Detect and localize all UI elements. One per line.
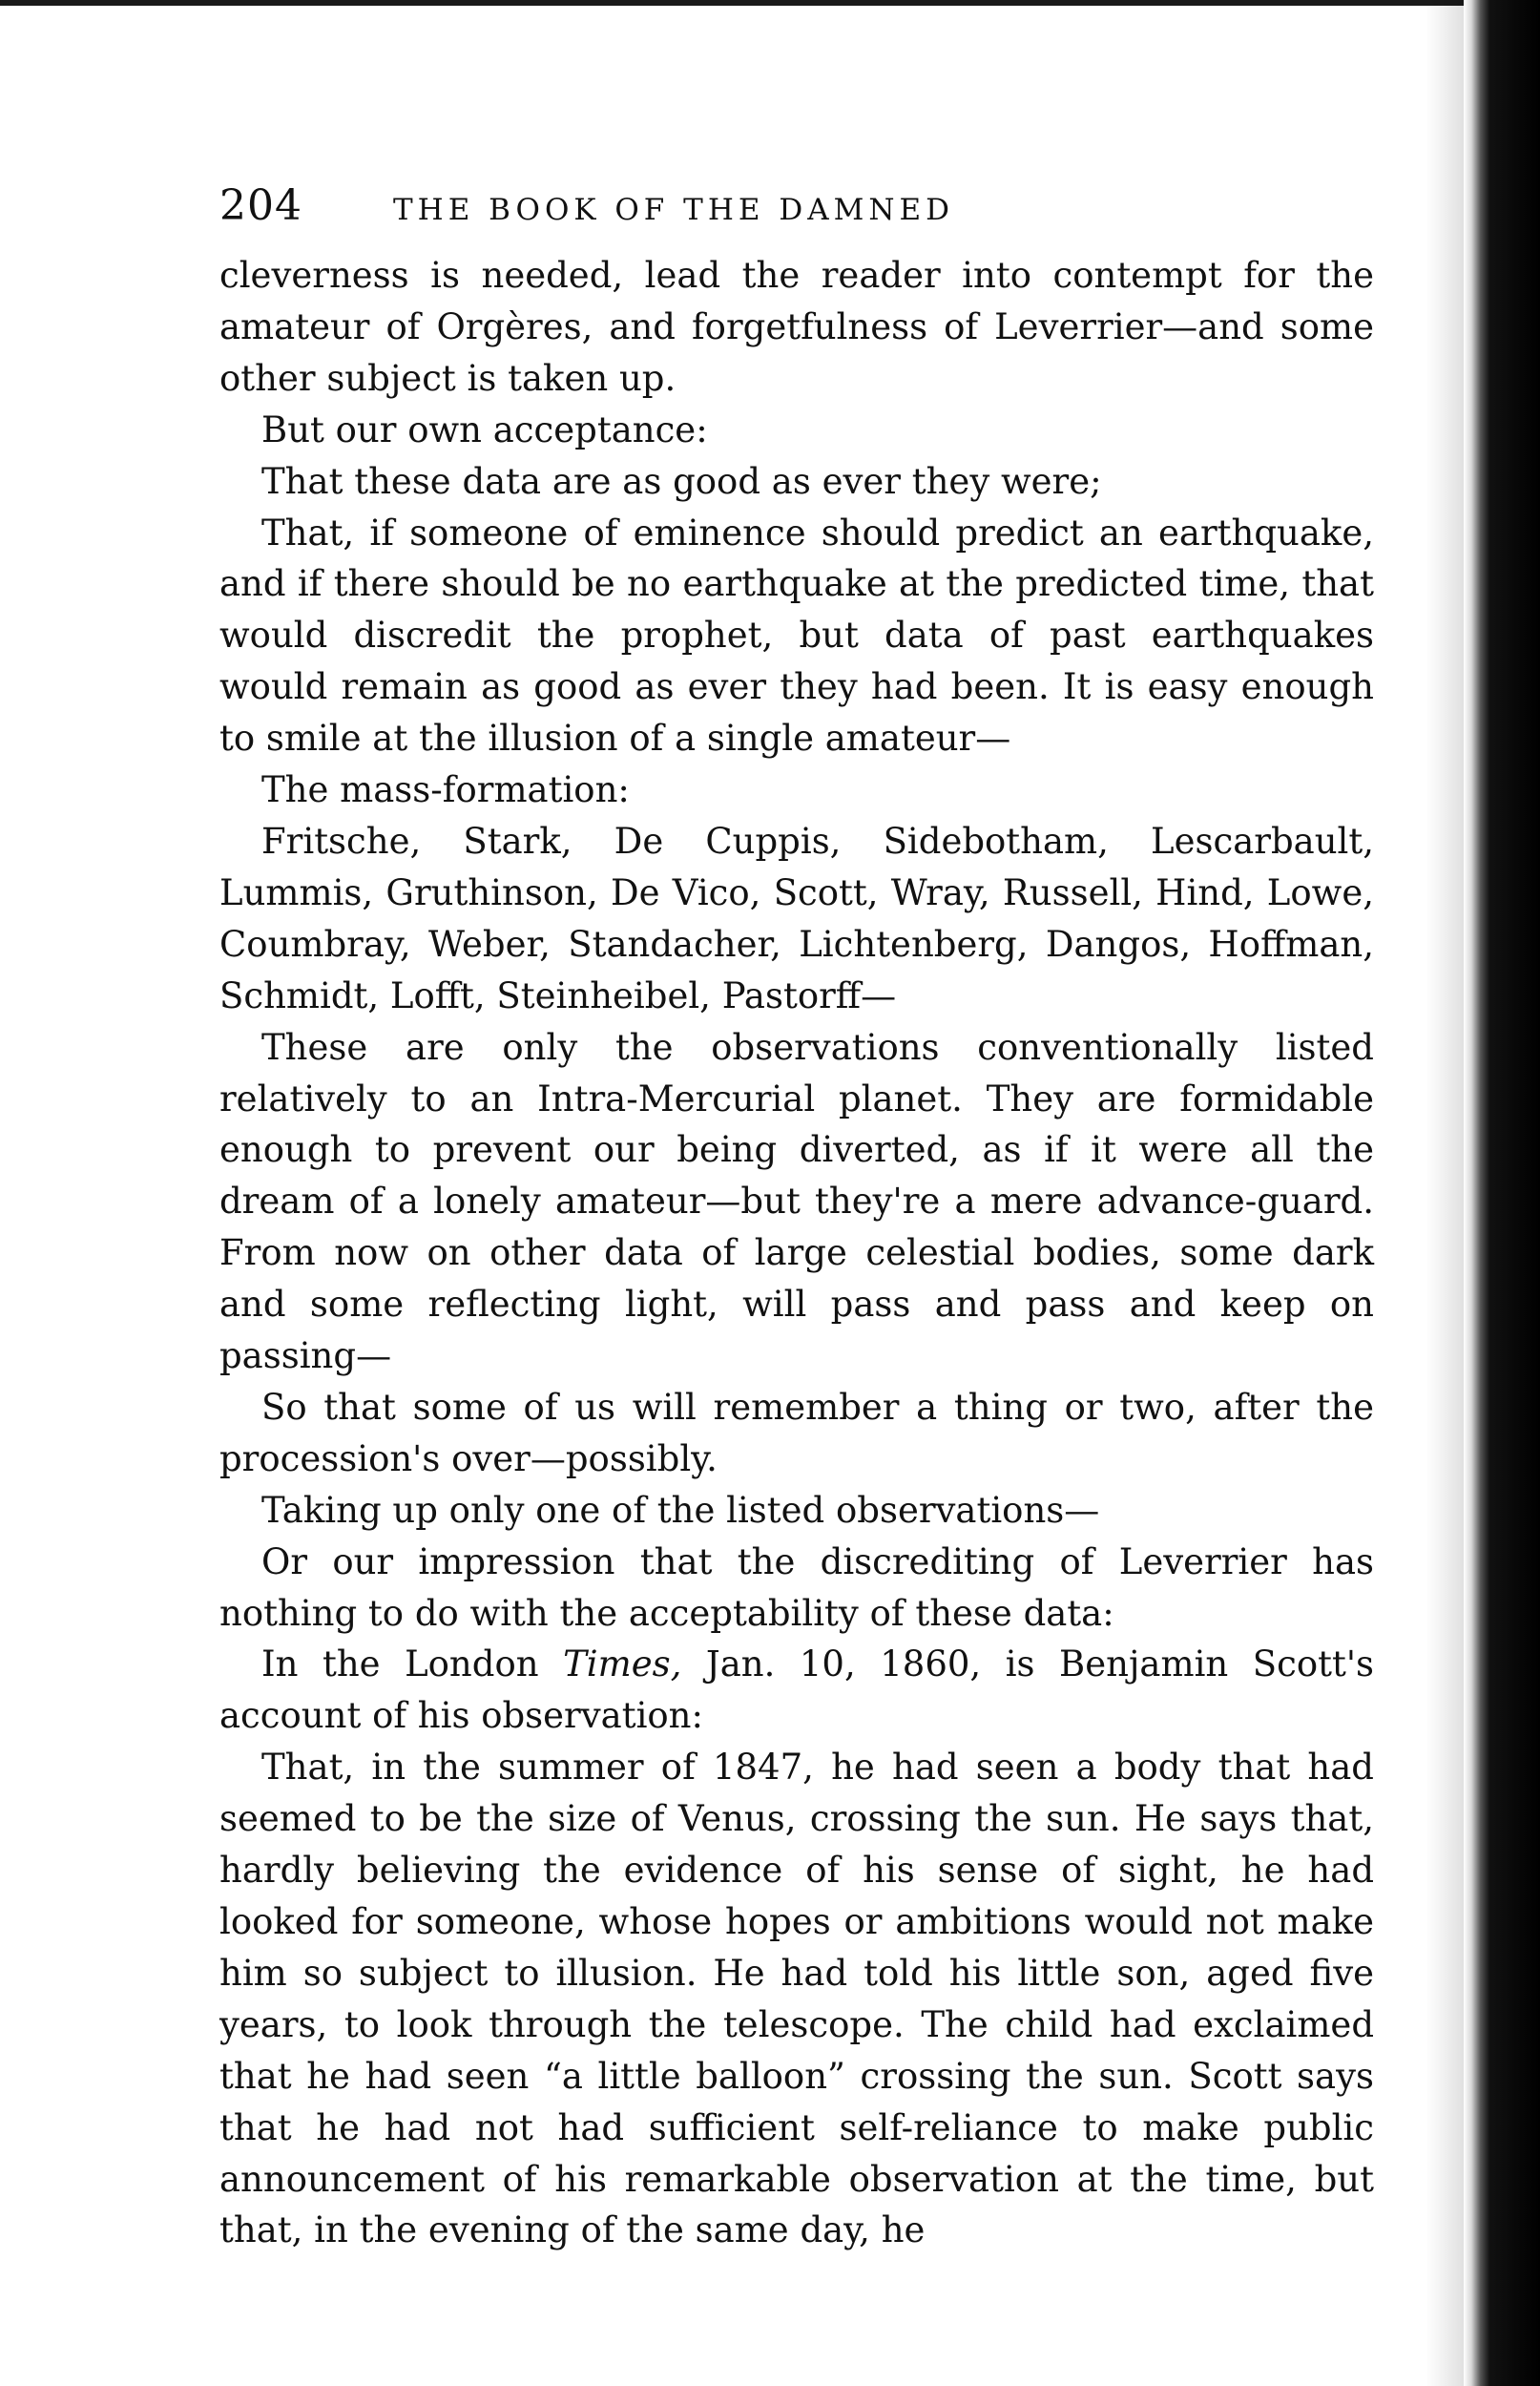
paragraph-continued: cleverness is needed, lead the reader into contempt for the amateur of Orgères, and forgetfulness of Leverrier—and some other subject is taken up. xyxy=(219,255,1374,399)
paragraph: Taking up only one of the listed observations— xyxy=(261,1489,1100,1531)
paragraph: That, if someone of eminence should predict an earthquake, and if there should be no earthquake at the predicted time, that would discredit the prophet, but data of past earthquakes would remain as good as ever they had been. It is easy enough to smile at the illusion of a single amateur— xyxy=(219,512,1374,760)
paragraph: That, in the summer of 1847, he had seen a body that had seemed to be the size of Venus, crossing the sun. He says that, hardly believing the evidence of his sense of sight, he had looked for someone, whose hopes or ambitions would not make him so subject to illusion. He had told his little son, aged five years, to look through the telescope. The child had exclaimed that he had seen “a little balloon” crossing the sun. Scott says that he had not had sufficient self-reliance to make public announcement of his remarkable observation at the time, but that, in the evening of the same day, he xyxy=(219,1747,1374,2251)
running-head xyxy=(219,181,1374,239)
newspaper-title: Times, xyxy=(563,1643,682,1685)
paragraph: But our own acceptance: xyxy=(261,408,708,450)
paragraph: So that some of us will remember a thing or two, after the procession's over—possibly. xyxy=(219,1386,1374,1479)
paragraph: That these data are as good as ever they were; xyxy=(261,460,1102,502)
paragraph: The mass-formation: xyxy=(261,769,630,811)
page-top-edge xyxy=(0,0,1540,6)
spine-shadow xyxy=(1426,0,1464,2386)
paragraph-times-citation xyxy=(219,1639,1374,1742)
citation-text-after: Jan. 10, 1860, is Benjamin Scott's account of his observation: xyxy=(219,1643,1375,1737)
paragraph: These are only the observations conventionally listed relatively to an Intra-Mercurial planet. They are formidable enough to prevent our being diverted, as if it were all the dream of a lonely amateur—but they're a mere advance-guard. From now on other data of large celestial bodies, some dark and some reflecting light, will pass and pass and keep on passing— xyxy=(219,1026,1374,1377)
book-title: THE BOOK OF THE DAMNED xyxy=(392,193,954,227)
book-spine-edge xyxy=(1464,0,1540,2386)
observer-list-paragraph: Fritsche, Stark, De Cuppis, Sidebotham, Lescarbault, Lummis, Gruthinson, De Vico, Scott, Wray, Russell, Hind, Lowe, Coumbray, Weber, Standacher, Lichtenberg, Dangos, Hoffman, Schmidt, Lofft, Steinheibel, Pastorff— xyxy=(219,820,1374,1016)
citation-text-before: In the London xyxy=(261,1643,564,1685)
paragraph: Or our impression that the discrediting of Leverrier has nothing to do with the acceptability of these data: xyxy=(219,1540,1374,1634)
page-number: 204 xyxy=(219,181,302,230)
text-block xyxy=(219,181,1374,2256)
